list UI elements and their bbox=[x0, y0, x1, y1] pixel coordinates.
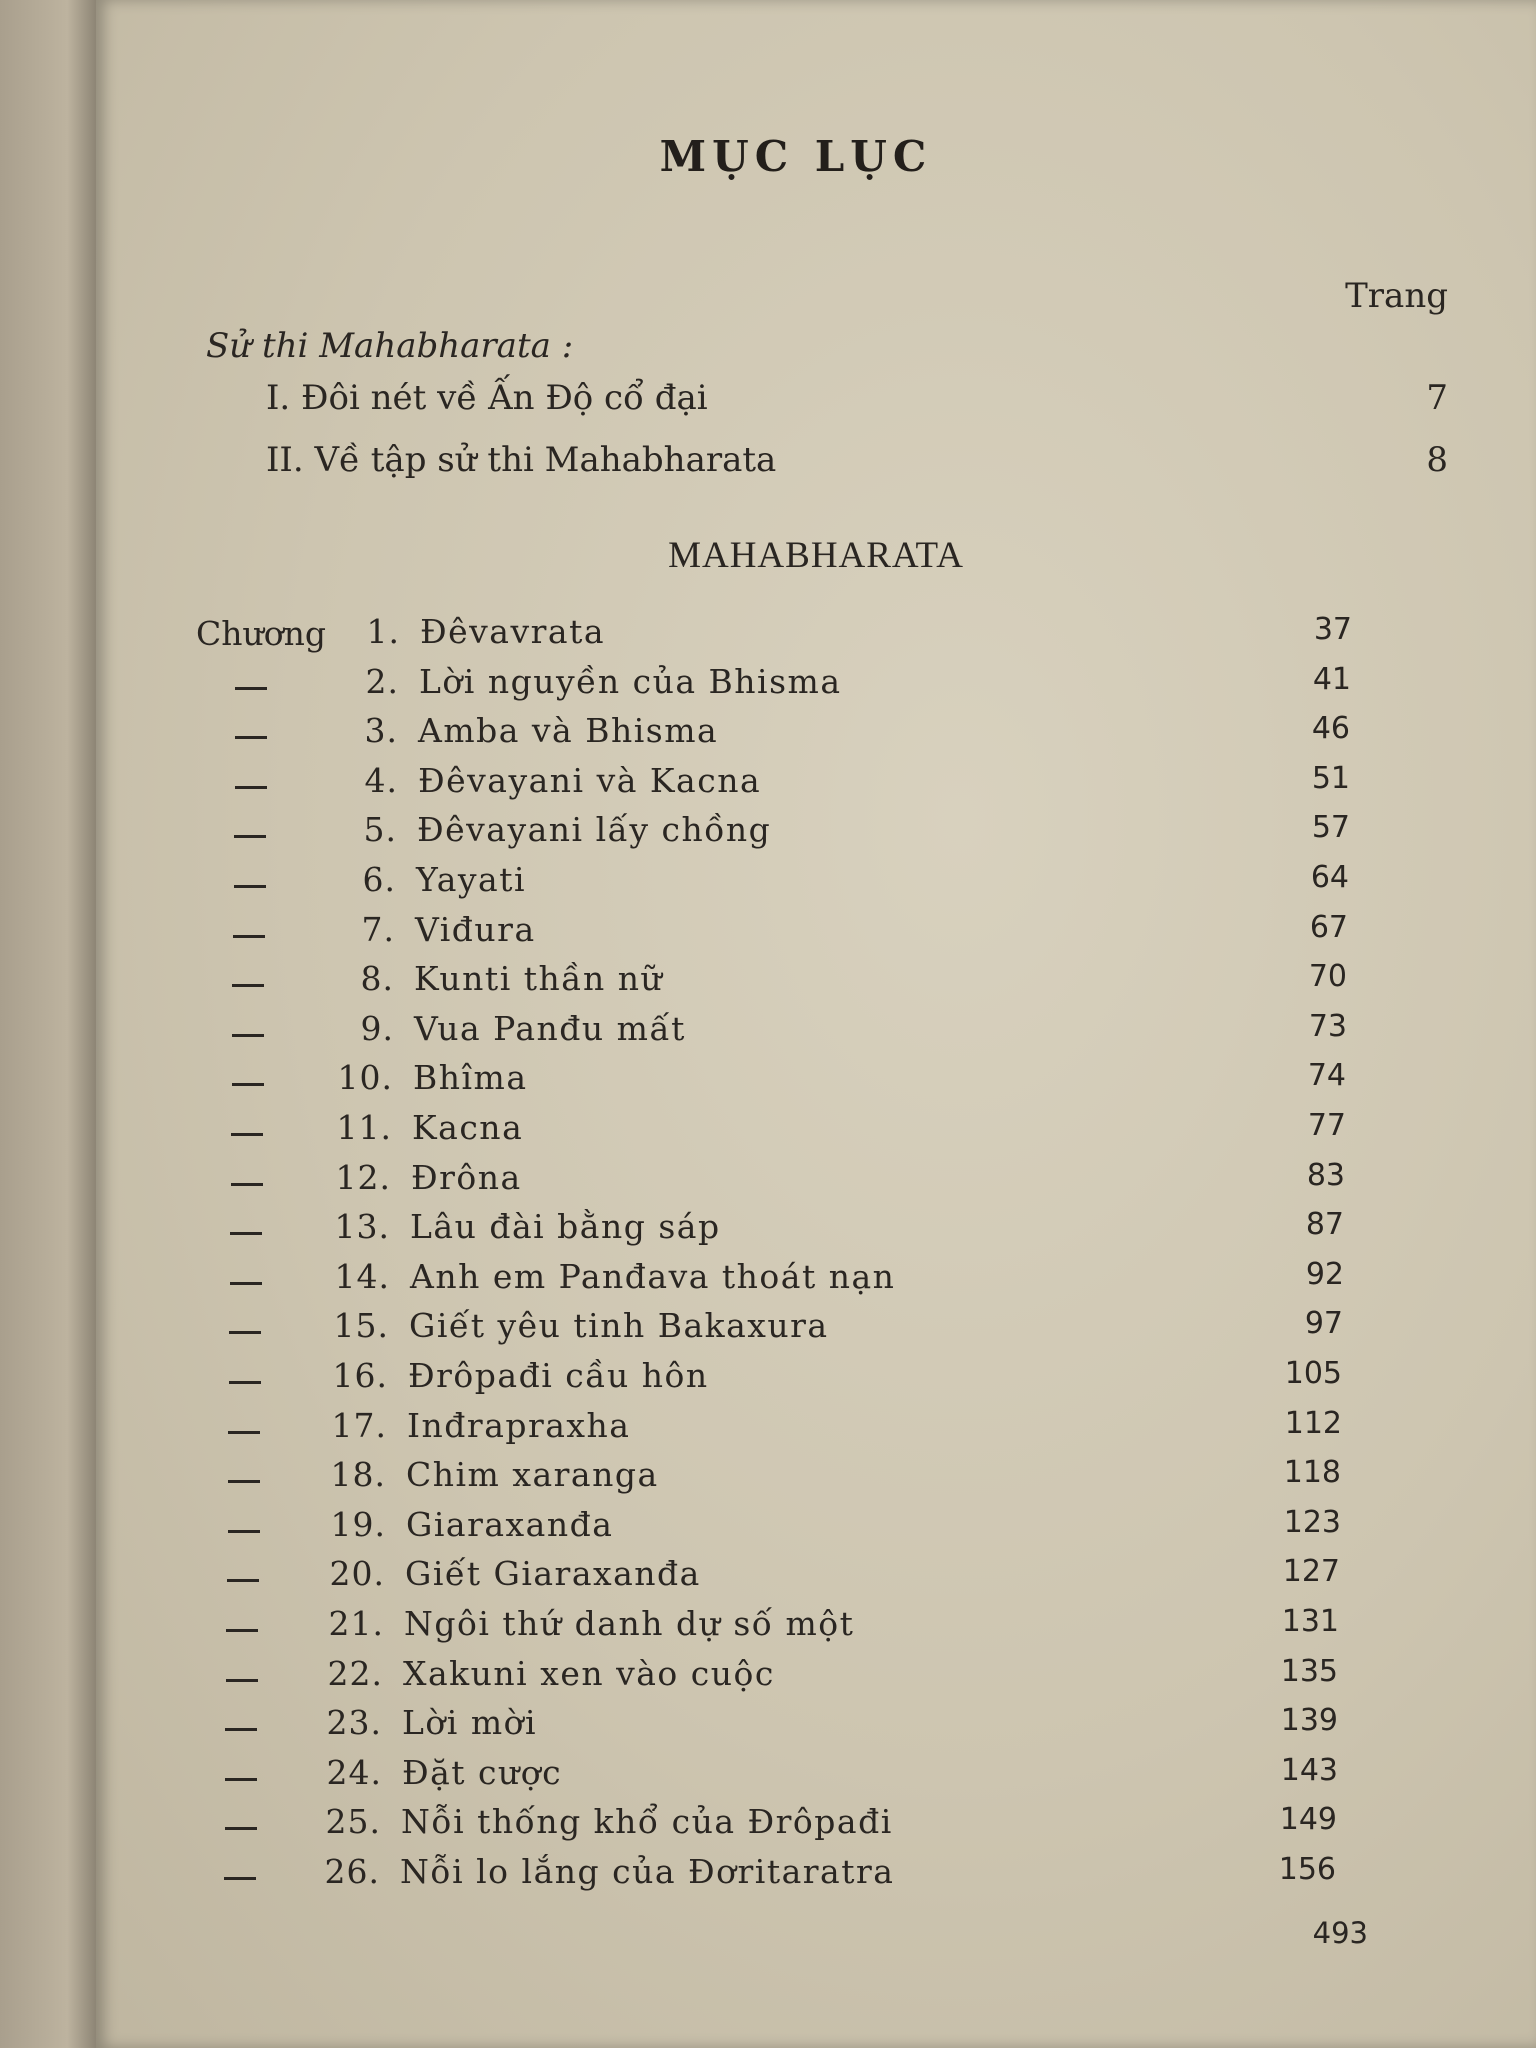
toc-row bbox=[96, 612, 1536, 660]
page-column-header: Trang bbox=[1345, 276, 1448, 316]
dash-mark bbox=[234, 835, 266, 838]
chapter-page: 64 bbox=[1310, 860, 1349, 895]
chapter-title: Lâu đài bằng sáp bbox=[410, 1207, 721, 1246]
chapter-title: Lời nguyền của Bhisma bbox=[419, 662, 842, 701]
dash-mark bbox=[231, 1133, 263, 1136]
toc-row bbox=[96, 1802, 1536, 1850]
chapter-title: Viđura bbox=[415, 910, 536, 949]
chapter-page: 156 bbox=[1278, 1852, 1336, 1887]
chapter-title: Kacna bbox=[412, 1108, 524, 1147]
chapter-page: 70 bbox=[1308, 959, 1347, 994]
toc-row bbox=[96, 1356, 1536, 1404]
toc-row bbox=[96, 1455, 1536, 1503]
chapter-title: Anh em Panđava thoát nạn bbox=[410, 1257, 896, 1296]
intro-item bbox=[266, 378, 1448, 418]
chapter-title: Đêvavrata bbox=[420, 612, 606, 651]
dash-mark bbox=[230, 1282, 262, 1285]
dash-mark bbox=[225, 1827, 257, 1830]
chapter-page: 97 bbox=[1304, 1306, 1343, 1341]
toc-row bbox=[96, 1406, 1536, 1454]
chapter-number: 8. bbox=[360, 959, 394, 998]
section-title: MAHABHARATA bbox=[668, 535, 964, 576]
chapter-title: Đêvayani lấy chồng bbox=[417, 810, 772, 849]
chapter-title: Chim xaranga bbox=[406, 1455, 659, 1494]
chapter-page: 118 bbox=[1283, 1455, 1341, 1490]
chapter-number: 24. bbox=[326, 1753, 382, 1792]
chapter-title: Đặt cược bbox=[402, 1753, 563, 1792]
chapter-page: 83 bbox=[1306, 1158, 1345, 1193]
chapter-number: 16. bbox=[332, 1356, 388, 1395]
chapter-page: 57 bbox=[1311, 810, 1350, 845]
dash-mark bbox=[226, 1629, 258, 1632]
toc-row bbox=[96, 1108, 1536, 1156]
page-title: MỤC LỤC bbox=[659, 132, 933, 181]
dash-mark bbox=[233, 935, 265, 938]
chapter-page: 143 bbox=[1280, 1753, 1338, 1788]
toc-row bbox=[96, 1505, 1536, 1553]
chapter-number: 15. bbox=[333, 1306, 389, 1345]
toc-row bbox=[96, 1306, 1536, 1354]
toc-row bbox=[96, 1654, 1536, 1702]
toc-row bbox=[96, 1604, 1536, 1652]
chapter-title: Nỗi thống khổ của Đrôpađi bbox=[401, 1802, 893, 1841]
toc-row bbox=[96, 662, 1536, 710]
chapter-number: 18. bbox=[330, 1455, 386, 1494]
chapter-number: 14. bbox=[334, 1257, 390, 1296]
dash-mark bbox=[228, 1530, 260, 1533]
chapter-page: 77 bbox=[1307, 1108, 1346, 1143]
chapter-page: 74 bbox=[1307, 1058, 1346, 1093]
chapter-number: 12. bbox=[335, 1158, 391, 1197]
chapter-number: 9. bbox=[360, 1009, 394, 1048]
chapter-number: 22. bbox=[327, 1654, 383, 1693]
chapter-title: Inđrapraxha bbox=[407, 1406, 631, 1445]
adjacent-page-edge bbox=[0, 0, 96, 2048]
chapter-number: 7. bbox=[361, 910, 395, 949]
chapter-title: Đrôpađi cầu hôn bbox=[408, 1356, 709, 1395]
chapter-page: 51 bbox=[1311, 761, 1350, 796]
dash-mark bbox=[226, 1679, 258, 1682]
chapter-number: 25. bbox=[325, 1802, 381, 1841]
toc-row bbox=[96, 1554, 1536, 1602]
book-page bbox=[96, 0, 1536, 2048]
toc-row bbox=[96, 1753, 1536, 1801]
intro-item-page: 7 bbox=[1426, 378, 1448, 418]
toc-row bbox=[96, 860, 1536, 908]
chapter-page: 46 bbox=[1311, 711, 1350, 746]
chapter-title: Yayati bbox=[416, 860, 527, 899]
dash-mark bbox=[228, 1431, 260, 1434]
chapter-page: 131 bbox=[1281, 1604, 1339, 1639]
chapter-title: Đêvayani và Kacna bbox=[418, 761, 762, 800]
chapter-number: 17. bbox=[331, 1406, 387, 1445]
toc-row bbox=[96, 1207, 1536, 1255]
dash-mark bbox=[234, 885, 266, 888]
chapter-number: 20. bbox=[329, 1554, 385, 1593]
chapter-page: 139 bbox=[1280, 1703, 1338, 1738]
intro-heading: Sử thi Mahabharata : bbox=[206, 326, 574, 366]
toc-row bbox=[96, 711, 1536, 759]
chapter-page: 87 bbox=[1305, 1207, 1344, 1242]
chapter-number: 1. bbox=[366, 612, 400, 651]
chapter-title: Giaraxanđa bbox=[406, 1505, 614, 1544]
toc-row bbox=[96, 810, 1536, 858]
chapter-title: Ngôi thứ danh dự số một bbox=[404, 1604, 855, 1643]
dash-mark bbox=[229, 1331, 261, 1334]
chapter-title: Nỗi lo lắng của Đơritaratra bbox=[400, 1852, 895, 1891]
chapter-number: 3. bbox=[364, 711, 398, 750]
chapter-title: Vua Panđu mất bbox=[414, 1009, 686, 1048]
intro-item-page: 8 bbox=[1426, 440, 1448, 480]
toc-row bbox=[96, 1158, 1536, 1206]
dash-mark bbox=[225, 1778, 257, 1781]
chapter-number: 11. bbox=[336, 1108, 392, 1147]
chapter-page: 41 bbox=[1312, 662, 1351, 697]
chapter-number: 13. bbox=[334, 1207, 390, 1246]
chapter-title: Giết yêu tinh Bakaxura bbox=[409, 1306, 829, 1345]
toc-row bbox=[96, 1058, 1536, 1106]
dash-mark bbox=[232, 984, 264, 987]
dash-mark bbox=[224, 1877, 256, 1880]
chapter-number: 26. bbox=[324, 1852, 380, 1891]
chapter-title: Lời mời bbox=[402, 1703, 538, 1742]
chapter-title: Bhîma bbox=[413, 1058, 528, 1097]
toc-row bbox=[96, 1703, 1536, 1751]
dash-mark bbox=[232, 1034, 264, 1037]
chapter-title: Đrôna bbox=[411, 1158, 522, 1197]
dash-mark bbox=[231, 1183, 263, 1186]
chapter-label: Chương bbox=[196, 614, 327, 653]
dash-mark bbox=[225, 1728, 257, 1731]
chapter-title: Amba và Bhisma bbox=[418, 711, 719, 750]
toc-row bbox=[96, 761, 1536, 809]
chapter-title: Giết Giaraxanđa bbox=[405, 1554, 701, 1593]
chapter-page: 67 bbox=[1309, 910, 1348, 945]
dash-mark bbox=[229, 1381, 261, 1384]
dash-mark bbox=[232, 1083, 264, 1086]
chapter-title: Xakuni xen vào cuộc bbox=[403, 1654, 775, 1693]
chapter-number: 10. bbox=[337, 1058, 393, 1097]
dash-mark bbox=[230, 1232, 262, 1235]
chapter-number: 19. bbox=[330, 1505, 386, 1544]
intro-item bbox=[266, 440, 1448, 480]
chapter-number: 21. bbox=[328, 1604, 384, 1643]
chapter-number: 5. bbox=[363, 810, 397, 849]
chapter-page: 127 bbox=[1282, 1554, 1340, 1589]
toc-row bbox=[96, 910, 1536, 958]
chapter-number: 6. bbox=[362, 860, 396, 899]
toc-row bbox=[96, 959, 1536, 1007]
chapter-number: 2. bbox=[365, 662, 399, 701]
chapter-number: 23. bbox=[326, 1703, 382, 1742]
toc-row bbox=[96, 1257, 1536, 1305]
chapter-page: 149 bbox=[1279, 1802, 1337, 1837]
dash-mark bbox=[235, 736, 267, 739]
chapter-page: 112 bbox=[1284, 1406, 1342, 1441]
dash-mark bbox=[228, 1480, 260, 1483]
chapter-page: 73 bbox=[1308, 1009, 1347, 1044]
toc-row bbox=[96, 1009, 1536, 1057]
chapter-page: 123 bbox=[1283, 1505, 1341, 1540]
chapter-number: 4. bbox=[364, 761, 398, 800]
chapter-page: 135 bbox=[1280, 1654, 1338, 1689]
dash-mark bbox=[227, 1579, 259, 1582]
page-number: 493 bbox=[1312, 1916, 1368, 1950]
intro-item-label: I. Đôi nét về Ấn Độ cổ đại bbox=[266, 378, 708, 418]
chapter-page: 105 bbox=[1284, 1356, 1342, 1391]
intro-item-label: II. Về tập sử thi Mahabharata bbox=[266, 440, 777, 480]
dash-mark bbox=[235, 687, 267, 690]
dash-mark bbox=[235, 786, 267, 789]
chapter-page: 37 bbox=[1313, 612, 1352, 647]
chapter-page: 92 bbox=[1305, 1257, 1344, 1292]
chapter-title: Kunti thần nữ bbox=[414, 959, 664, 998]
toc-row bbox=[96, 1852, 1536, 1900]
